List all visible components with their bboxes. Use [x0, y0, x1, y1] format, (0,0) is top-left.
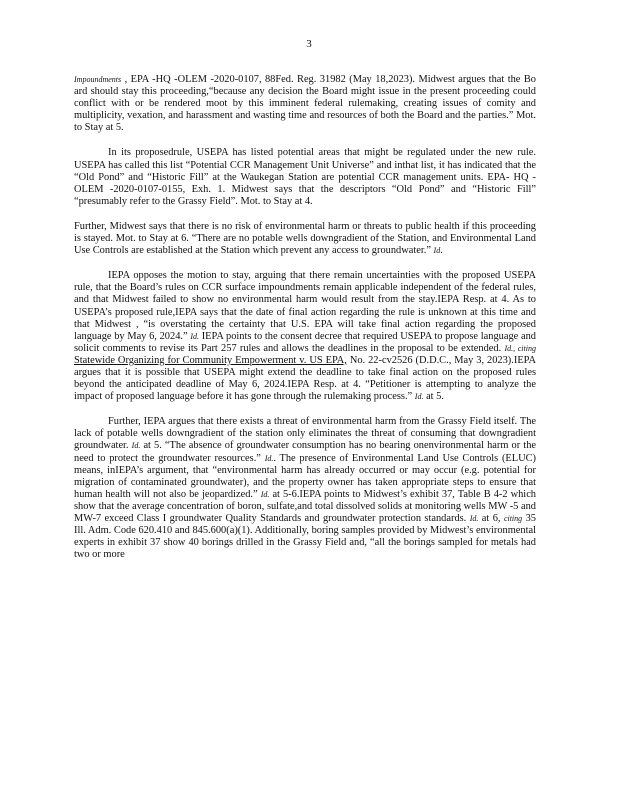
id-citation: Id.: [264, 453, 274, 463]
paragraph-5-text-6: 35 Ill. Adm. Code 620.410 and 845.600(a)(1). Additionally, boring samples provided by Midwest’s environmental experts in exhibit 37 show 40 borings drilled in the Grassy Field and, “all the borings sampled for metals had two or more: [74, 513, 536, 561]
paragraph-2: [74, 147, 536, 207]
body-text: [74, 74, 536, 574]
citing-signal: citing: [503, 514, 523, 523]
paragraph-1-text: , EPA -HQ -OLEM -2020-0107, 88Fed. Reg. 31982 (May 18,2023). Midwest argues that the Bo ard should stay this proceeding,“because any decision the Board might issue in the present proceeding could conflict with or be rendered moot by this imminent federal rulemaking, creating issues of comity and multiplicity, vexation, and harassment and wasting time and resources of both the Board and the parties.” Mot. to Stay at 5.: [74, 74, 536, 134]
id-citation: Id: [433, 246, 441, 256]
id-citation: Id.: [469, 514, 479, 523]
paragraph-4-text-3: No. 22-cv2526 (D.D.C., May 3, 2023).IEPA argues that it is possible that USEPA might extend the deadline to take final action on the proposed rules beyond the anticipated deadline of May 6, 2024.IEPA Resp. at 4. “Petitioner is attempting to analyze the impact of proposed language before it has gone through the rulemaking process.”: [74, 354, 536, 403]
paragraph-5-text-4: at 5-6.IEPA points to Midwest’s exhibit 37, Table B 4-2 which show that the average concentration of boron, sulfate,and total dissolved solids at monitoring wells MW -5 and MW-7 exceed Class I groundwater Quality Standards and groundwater protection standards.: [74, 488, 536, 524]
paragraph-5-text-3: . The presence of Environmental Land Use Controls (ELUC) means, inIEPA’s argument, that “environmental harm has already occurred or may occur (e.g. potential for migration of contaminated groundwater), and the property owner has taken appropriate steps to ensure that human health will not also be jeopardized.”: [74, 452, 536, 500]
paragraph-1: [74, 74, 536, 134]
id-citing: Id., citing: [504, 343, 536, 353]
citation-title: Impoundments: [74, 75, 122, 84]
paragraph-5-text-5: at 6,: [481, 513, 501, 524]
paragraph-5: [74, 416, 536, 561]
case-name: Statewide Organizing for Community Empowerment v. US EPA,: [74, 354, 347, 366]
paragraph-5-text-2: at 5. “The absence of groundwater consumption has no bearing onenvironmental harm or the need to protect the groundwater resources.”: [74, 440, 536, 464]
id-citation: Id.: [131, 441, 141, 451]
id-citation: Id.: [414, 392, 424, 402]
id-citation: Id.: [260, 489, 270, 499]
paragraph-4: [74, 270, 536, 403]
paragraph-3: [74, 221, 536, 257]
paragraph-3-end: .: [440, 245, 443, 257]
paragraph-4-text-1: IEPA opposes the motion to stay, arguing that there remain uncertainties with the proposed USEPA rule, that the Board’s rules on CCR surface impoundments remain applicable independent of the federal rules, and that Midwest failed to show no environmental harm would result from the stay.IEPA Resp. at 4. As to USEPA’s proposed rule,IEPA says that the date of final action regarding the rule is unknown at this time and that Midwest , “is overstating the certainty that U.S. EPA will take final action regarding the proposed language by May 6, 2024.”: [74, 270, 536, 342]
id-citation: Id.: [190, 331, 199, 341]
paragraph-3-text: Further, Midwest says that there is no risk of environmental harm or threats to public health if this proceeding is stayed. Mot. to Stay at 6. “There are no potable wells downgradient of the Station, and Environmental Land Use Controls are established at the Station which prevent any access to groundwater.”: [74, 220, 536, 257]
paragraph-5-text-1: Further, IEPA argues that there exists a threat of environmental harm from the Grassy Field itself. The lack of potable wells downgradient of the station only eliminates the threat of consuming that downgradient groundwater.: [74, 416, 536, 452]
page-number: 3: [306, 38, 312, 50]
paragraph-2-text: In its proposedrule, USEPA has listed potential areas that might be regulated under the new rule. USEPA has called this list “Potential CCR Management Unit Universe” and inthat list, it has indicated that the “Old Pond” and “Historic Fill” at the Waukegan Station are potential CCR management units. EPA- HQ -OLEM -2020-0107-0155, Exh. 1. Midwest says that the descriptors “Old Pond” and “Historic Fill” “presumably refer to the Grassy Field”. Mot. to Stay at 4.: [74, 147, 536, 207]
paragraph-4-text-4: at 5.: [426, 391, 444, 403]
paragraph-4-text-2: IEPA points to the consent decree that required USEPA to propose language and solicit comments to revise its Part 257 rules and allows the deadlines in the proposal to be extended.: [74, 330, 536, 354]
